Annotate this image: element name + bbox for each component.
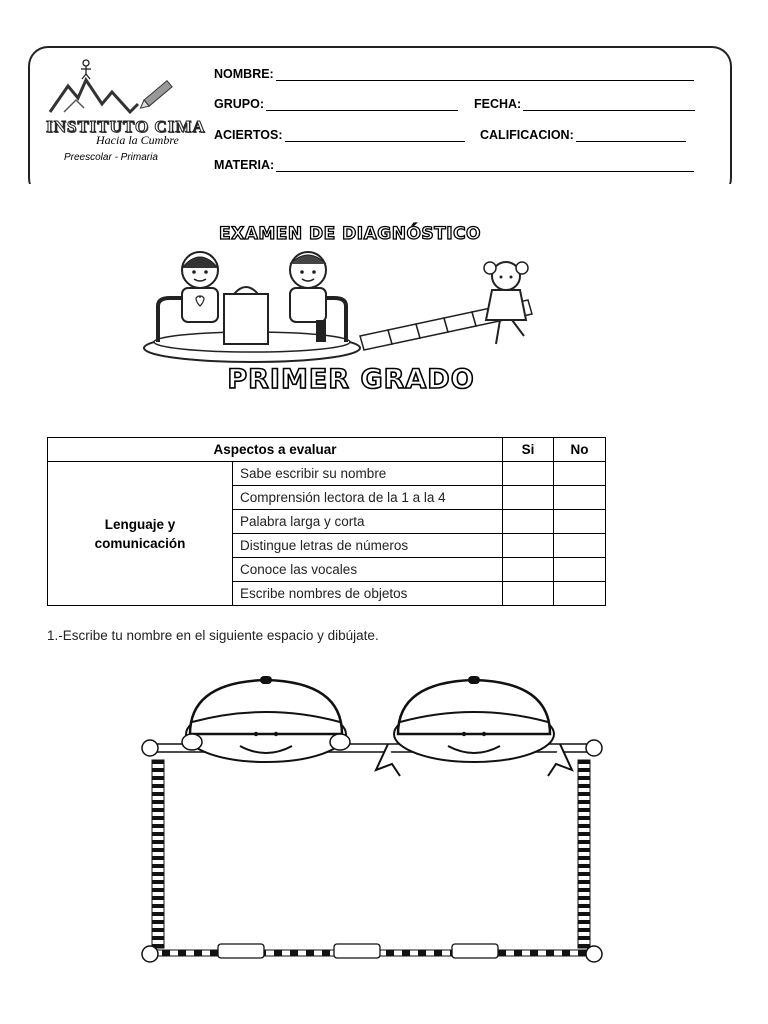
si-checkbox-cell[interactable] [503, 582, 554, 606]
si-checkbox-cell[interactable] [503, 534, 554, 558]
nombre-field[interactable] [214, 67, 694, 81]
materia-line[interactable] [276, 160, 694, 172]
si-checkbox-cell[interactable] [503, 486, 554, 510]
grupo-field[interactable] [214, 97, 458, 111]
exam-title: EXAMEN DE DIAGNÓSTICO [218, 224, 481, 244]
drawing-frame[interactable] [130, 672, 615, 972]
no-checkbox-cell[interactable] [554, 510, 606, 534]
table-header-row [48, 438, 606, 462]
si-checkbox-cell[interactable] [503, 462, 554, 486]
no-checkbox-cell[interactable] [554, 534, 606, 558]
logo-title: INSTITUTO CIMA [46, 117, 206, 136]
children-playground-illustration [140, 244, 560, 368]
logo-levels: Preescolar - Primaria [64, 152, 158, 163]
area-label: Lenguaje y comunicación [94, 516, 186, 551]
evaluation-table [47, 437, 606, 606]
header-no: No [554, 438, 606, 462]
area-cell [48, 462, 233, 606]
boy-face-icon [182, 676, 350, 762]
no-checkbox-cell[interactable] [554, 558, 606, 582]
fecha-label: FECHA: [474, 97, 522, 111]
girl-face-icon [376, 676, 572, 776]
logo-subtitle: Hacia la Cumbre [96, 133, 179, 147]
fecha-line[interactable] [523, 99, 695, 111]
materia-field[interactable] [214, 158, 694, 172]
grade-title: PRIMER GRADO [227, 364, 475, 395]
header-aspectos: Aspectos a evaluar [48, 438, 503, 462]
materia-label: MATERIA: [214, 158, 275, 172]
item-cell: Comprensión lectora de la 1 a la 4 [233, 486, 503, 510]
table-row [48, 462, 606, 486]
aciertos-label: ACIERTOS: [214, 128, 283, 142]
item-cell: Distingue letras de números [233, 534, 503, 558]
fecha-field[interactable] [474, 97, 695, 111]
no-checkbox-cell[interactable] [554, 486, 606, 510]
si-checkbox-cell[interactable] [503, 510, 554, 534]
nombre-label: NOMBRE: [214, 67, 274, 81]
item-cell: Conoce las vocales [233, 558, 503, 582]
grupo-line[interactable] [266, 99, 458, 111]
instruction-text: 1.-Escribe tu nombre en el siguiente espacio y dibújate. [47, 628, 379, 643]
si-checkbox-cell[interactable] [503, 558, 554, 582]
nombre-line[interactable] [276, 69, 694, 81]
aciertos-line[interactable] [285, 130, 465, 142]
calificacion-label: CALIFICACION: [480, 128, 574, 142]
aciertos-field[interactable] [214, 128, 465, 142]
item-cell: Sabe escribir su nombre [233, 462, 503, 486]
header-si: Si [503, 438, 554, 462]
calificacion-field[interactable] [480, 128, 686, 142]
item-cell: Escribe nombres de objetos [233, 582, 503, 606]
no-checkbox-cell[interactable] [554, 462, 606, 486]
grupo-label: GRUPO: [214, 97, 264, 111]
no-checkbox-cell[interactable] [554, 582, 606, 606]
calificacion-line[interactable] [576, 130, 686, 142]
item-cell: Palabra larga y corta [233, 510, 503, 534]
